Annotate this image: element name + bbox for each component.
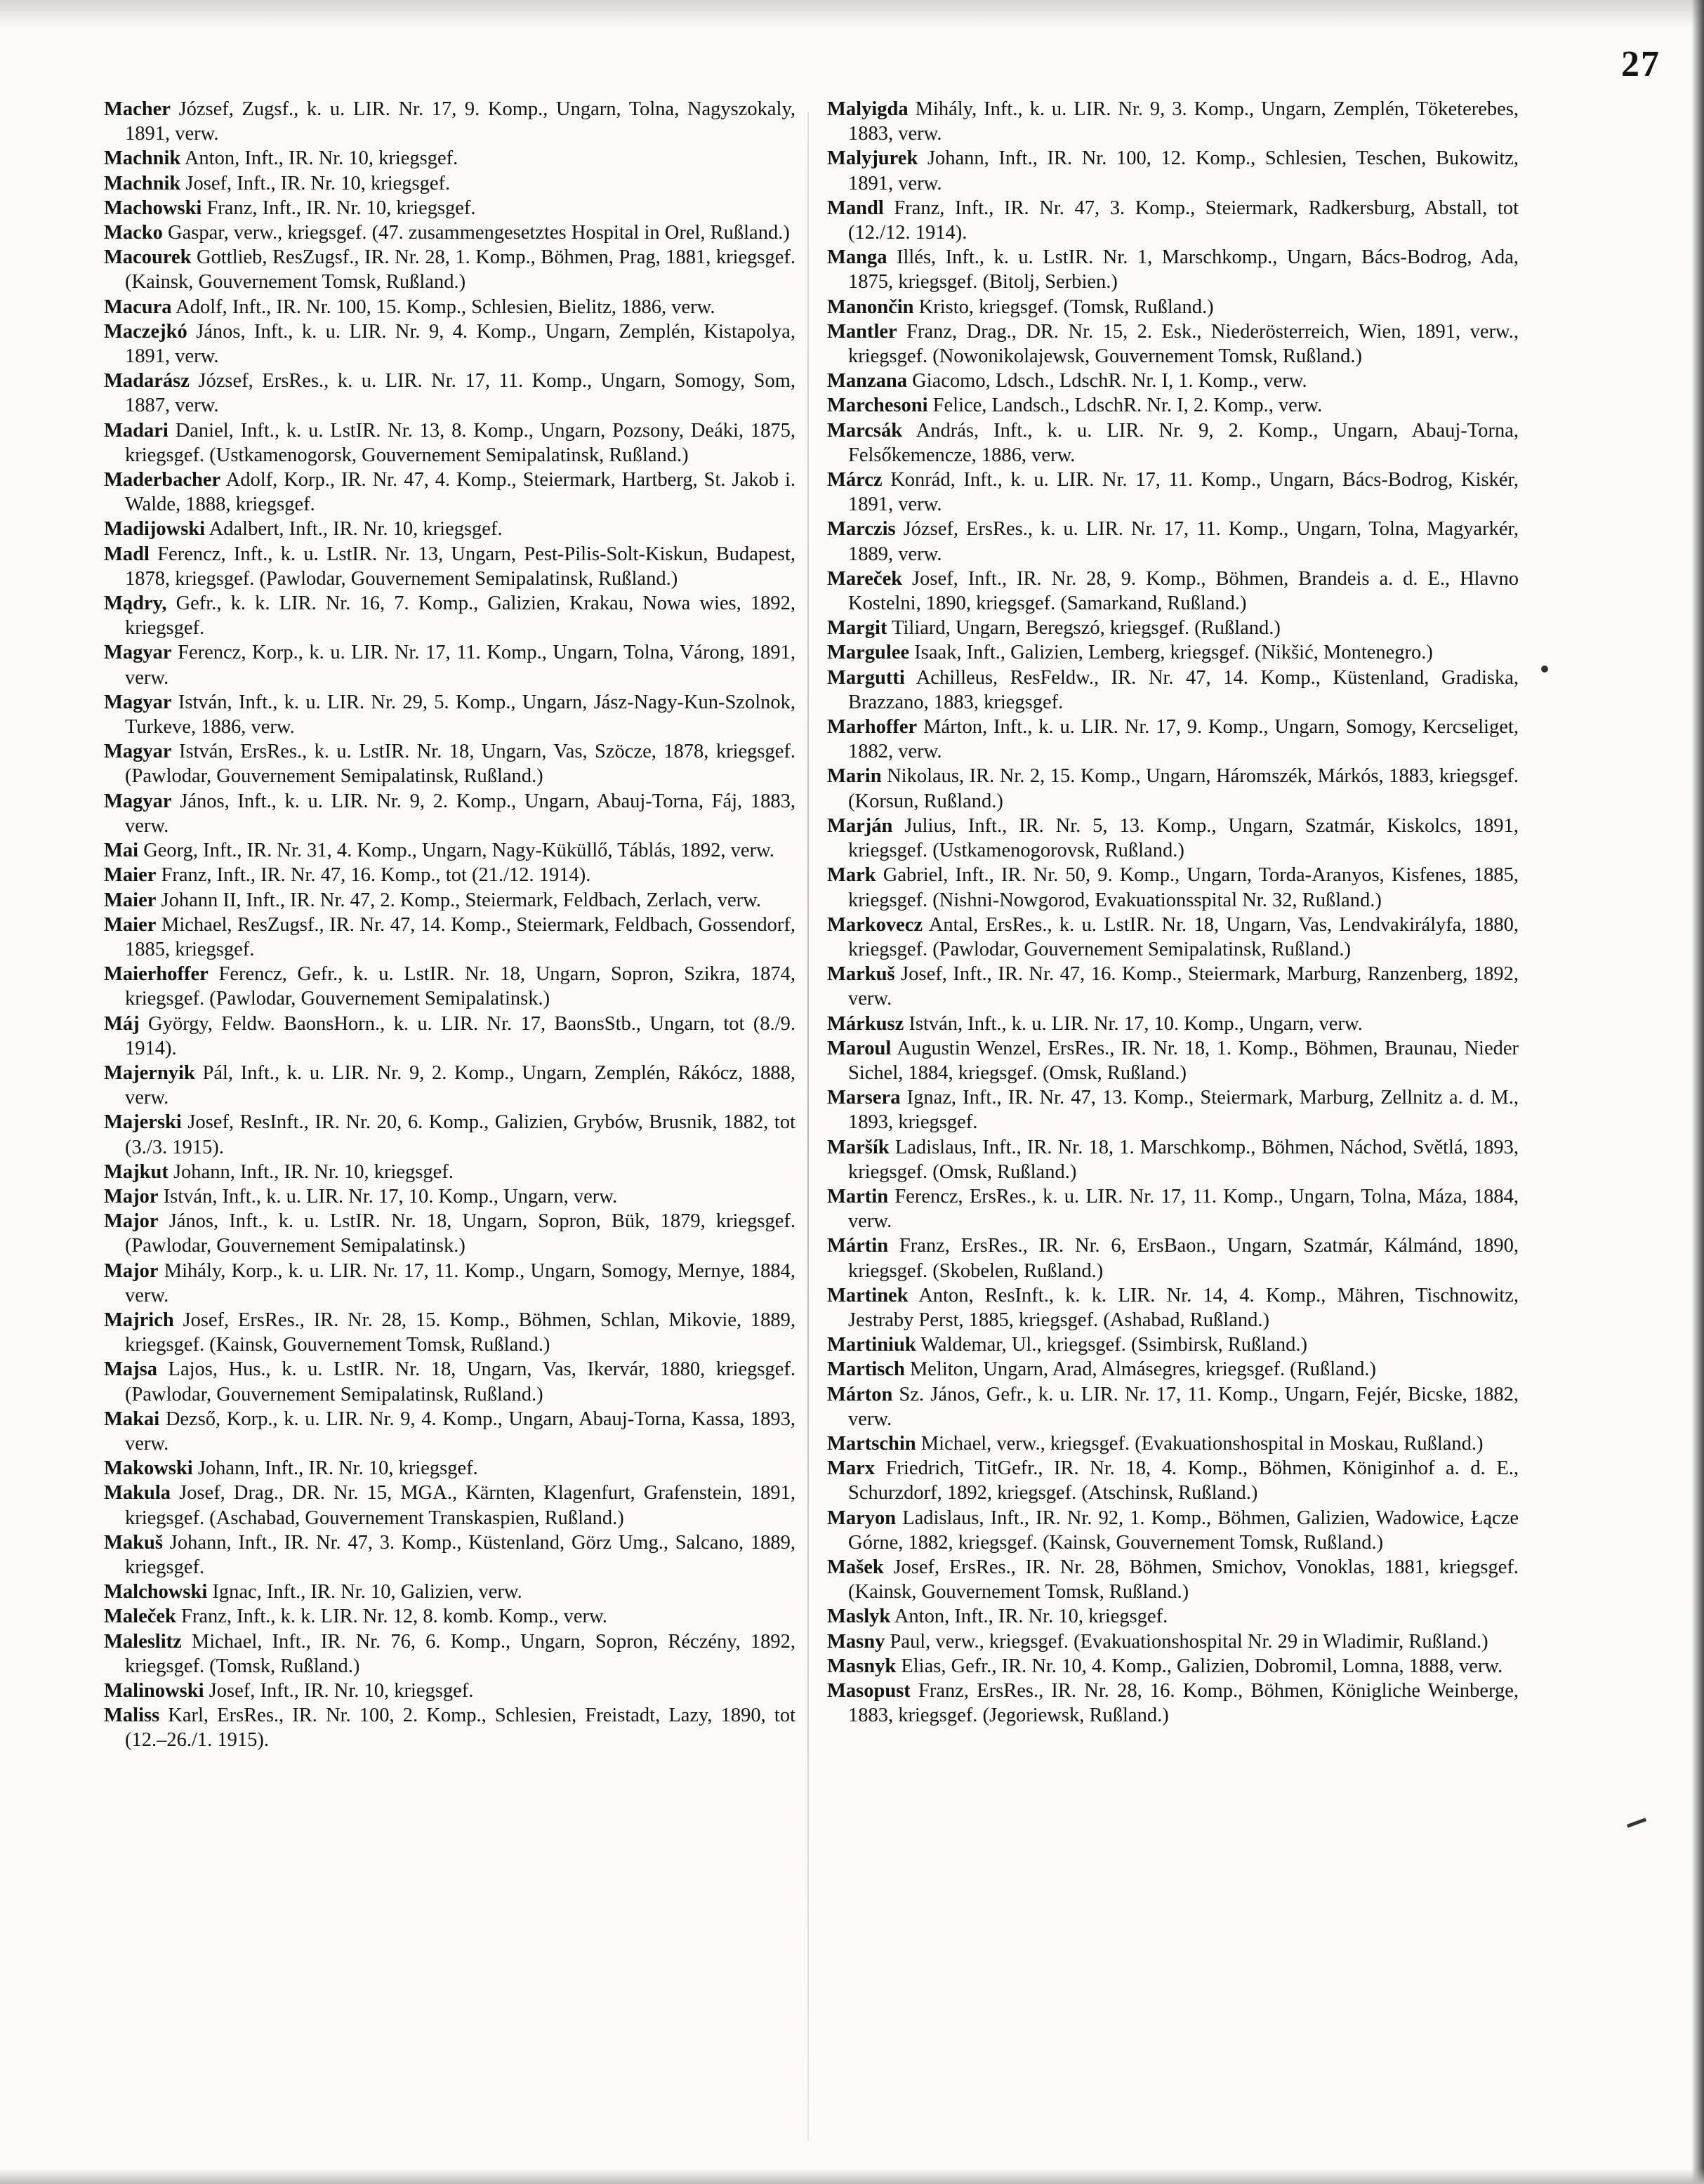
register-entry xyxy=(827,1184,1519,1233)
entry-surname: Martin xyxy=(827,1185,889,1207)
entry-surname: Mareček xyxy=(827,567,903,590)
register-entry xyxy=(104,1308,795,1357)
entry-surname: Martinek xyxy=(827,1284,909,1306)
entry-surname: Márkusz xyxy=(827,1012,904,1035)
register-entry xyxy=(104,888,795,913)
entry-details: Illés, Inft., k. u. LstIR. Nr. 1, Marschkomp., Ungarn, Bács-Bodrog, Ada, 1875, kriegsgef. (Bitolj, Serbien.) xyxy=(848,246,1519,293)
entry-details: Ignac, Inft., IR. Nr. 10, Galizien, verw. xyxy=(212,1581,522,1603)
entry-details: Josef, ErsRes., IR. Nr. 28, 15. Komp., Böhmen, Schlan, Mikovie, 1889, kriegsgef. (Kainsk, Gouvernement Tomsk, Rußland.) xyxy=(125,1309,795,1356)
entry-details: Daniel, Inft., k. u. LstIR. Nr. 13, 8. Komp., Ungarn, Pozsony, Deáki, 1875, kriegsgef. (Ustkamenogorsk, Gouvernement Semipalatinsk, Rußland.) xyxy=(125,419,795,466)
entry-surname: Martisch xyxy=(827,1358,905,1381)
entry-surname: Maier xyxy=(104,913,157,936)
entry-surname: Margutti xyxy=(827,666,905,689)
entry-surname: Magyar xyxy=(104,691,172,713)
entry-details: Franz, Drag., DR. Nr. 15, 2. Esk., Niederösterreich, Wien, 1891, verw., kriegsgef. (Nowonikolajewsk, Gouvernement Tomsk, Rußland.) xyxy=(848,320,1519,368)
ink-dot-mark xyxy=(1541,666,1548,673)
register-entry xyxy=(827,295,1519,319)
entry-details: Julius, Inft., IR. Nr. 5, 13. Komp., Ungarn, Szatmár, Kiskolcs, 1891, kriegsgef. (Ustkamenogorovsk, Rußland.) xyxy=(848,814,1519,862)
register-entry xyxy=(827,418,1519,468)
entry-surname: Majerski xyxy=(104,1111,182,1134)
register-entry xyxy=(827,1456,1519,1505)
entry-details: Anton, Inft., IR. Nr. 10, kriegsgef. xyxy=(184,147,458,170)
register-entry xyxy=(827,1085,1519,1134)
ink-dash-mark xyxy=(1627,1818,1646,1827)
register-entry xyxy=(104,640,795,689)
register-entry xyxy=(827,1506,1519,1555)
register-entry xyxy=(104,1703,795,1752)
register-entry xyxy=(104,1209,795,1258)
entry-details: Lajos, Hus., k. u. LstIR. Nr. 18, Ungarn, Vas, Ikervár, 1880, kriegsgef. (Pawlodar, Gouvernement Semipalatinsk, Rußland.) xyxy=(125,1358,796,1405)
entry-surname: Manga xyxy=(827,246,887,269)
entry-surname: Maryon xyxy=(827,1507,897,1529)
register-entry xyxy=(104,295,795,319)
entry-details: Kristo, kriegsgef. (Tomsk, Rußland.) xyxy=(918,296,1214,318)
entry-surname: Maslyk xyxy=(827,1606,891,1628)
register-entry xyxy=(827,517,1519,566)
entry-details: Josef, Inft., IR. Nr. 10, kriegsgef. xyxy=(209,1680,474,1702)
entry-surname: Maroul xyxy=(827,1037,892,1059)
entry-details: Karl, ErsRes., IR. Nr. 100, 2. Komp., Schlesien, Freistadt, Lazy, 1890, tot (12.–26./1. 1915). xyxy=(125,1705,795,1752)
entry-surname: Markuš xyxy=(827,963,895,986)
register-entry xyxy=(104,739,795,788)
register-entry xyxy=(827,1012,1519,1036)
entry-details: Franz, Inft., IR. Nr. 47, 3. Komp., Steiermark, Radkersburg, Abstall, tot (12./12. 1914). xyxy=(848,197,1519,244)
entry-details: Ferencz, ErsRes., k. u. LIR. Nr. 17, 11. Komp., Ungarn, Tolna, Máza, 1884, verw. xyxy=(848,1185,1519,1233)
register-entry xyxy=(827,1679,1519,1728)
entry-details: Waldemar, Ul., kriegsgef. (Ssimbirsk, Rußland.) xyxy=(920,1334,1307,1356)
entry-surname: Makula xyxy=(104,1482,171,1504)
entry-surname: Martschin xyxy=(827,1432,916,1455)
register-entry xyxy=(827,962,1519,1011)
entry-details: József, ErsRes., k. u. LIR. Nr. 17, 11. Komp., Ungarn, Tolna, Magyarkér, 1889, verw. xyxy=(848,518,1519,565)
entry-surname: Machnik xyxy=(104,172,181,194)
entry-surname: Madl xyxy=(104,543,150,565)
register-entry xyxy=(104,591,795,640)
entry-details: Michael, Inft., IR. Nr. 76, 6. Komp., Ungarn, Sopron, Réczény, 1892, kriegsgef. (Tomsk, Rußland.) xyxy=(125,1630,795,1677)
entry-details: Isaak, Inft., Galizien, Lemberg, kriegsgef. (Nikšić, Montenegro.) xyxy=(914,642,1433,664)
entry-surname: Manzana xyxy=(827,370,907,392)
entry-details: István, Inft., k. u. LIR. Nr. 29, 5. Komp., Ungarn, Jász-Nagy-Kun-Szolnok, Turkeve, 1886, verw. xyxy=(125,691,795,739)
register-entry xyxy=(827,146,1519,195)
register-entry xyxy=(104,196,795,220)
entry-surname: Machnik xyxy=(104,147,181,170)
entry-surname: Marsera xyxy=(827,1087,901,1109)
register-entry xyxy=(104,1407,795,1456)
entry-details: Friedrich, TitGefr., IR. Nr. 18, 4. Komp., Böhmen, Königinhof a. d. E., Schurzdorf, 1892, kriegsgef. (Atschinsk, Rußland.) xyxy=(848,1457,1519,1504)
entry-surname: Major xyxy=(104,1210,159,1233)
register-entry xyxy=(104,517,795,541)
register-entry xyxy=(104,418,795,468)
entry-surname: Mądry, xyxy=(104,593,167,615)
entry-details: Franz, Inft., IR. Nr. 10, kriegsgef. xyxy=(206,197,476,219)
entry-surname: Maier xyxy=(104,864,157,887)
register-entry xyxy=(104,1184,795,1209)
entry-surname: Maleček xyxy=(104,1606,176,1628)
entry-details: Adolf, Korp., IR. Nr. 47, 4. Komp., Steiermark, Hartberg, St. Jakob i. Walde, 1888, kriegsgef. xyxy=(125,469,795,516)
entry-surname: Major xyxy=(104,1259,159,1282)
entry-surname: Mantler xyxy=(827,320,897,343)
entry-details: Adalbert, Inft., IR. Nr. 10, kriegsgef. xyxy=(209,518,503,541)
entry-surname: Major xyxy=(104,1185,159,1207)
register-entry xyxy=(104,542,795,591)
entry-details: János, Inft., k. u. LIR. Nr. 9, 2. Komp., Ungarn, Abauj-Torna, Fáj, 1883, verw. xyxy=(125,790,795,837)
register-entry xyxy=(104,1481,795,1530)
page-right-edge xyxy=(1691,0,1704,2184)
entry-details: Meliton, Ungarn, Arad, Almásegres, kriegsgef. (Rußland.) xyxy=(909,1358,1376,1381)
entry-details: Michael, verw., kriegsgef. (Evakuationshospital in Moskau, Rußland.) xyxy=(920,1432,1484,1455)
entry-details: Ladislaus, Inft., IR. Nr. 18, 1. Marschkomp., Böhmen, Náchod, Světlá, 1893, kriegsgef. (Omsk, Rußland.) xyxy=(848,1136,1519,1183)
entry-details: Ferencz, Korp., k. u. LIR. Nr. 17, 11. Komp., Ungarn, Tolna, Várong, 1891, verw. xyxy=(125,642,796,689)
entry-details: Márton, Inft., k. u. LIR. Nr. 17, 9. Komp., Ungarn, Somogy, Kercseliget, 1882, verw. xyxy=(848,716,1519,763)
register-entry xyxy=(104,1530,795,1580)
register-entry xyxy=(827,1555,1519,1604)
register-entry xyxy=(827,1283,1519,1332)
entry-surname: Malyigda xyxy=(827,98,909,120)
entry-details: Antal, ErsRes., k. u. LstIR. Nr. 18, Ungarn, Vas, Lendvakirályfa, 1880, kriegsgef. (Pawlodar, Gouvernement Semipalatinsk, Rußland.) xyxy=(848,913,1519,960)
entry-details: Franz, Inft., IR. Nr. 47, 16. Komp., tot (21./12. 1914). xyxy=(161,864,591,887)
entry-details: János, Inft., k. u. LIR. Nr. 9, 4. Komp., Ungarn, Zemplén, Kistapolya, 1891, verw. xyxy=(125,320,796,368)
entry-surname: Maleslitz xyxy=(104,1630,182,1653)
entry-details: Achilleus, ResFeldw., IR. Nr. 47, 14. Komp., Küstenland, Gradiska, Brazzano, 1883, kriegsgef. xyxy=(848,666,1519,713)
register-entry xyxy=(827,814,1519,863)
register-entry xyxy=(104,863,795,887)
entry-details: Elias, Gefr., IR. Nr. 10, 4. Komp., Galizien, Dobromil, Lomna, 1888, verw. xyxy=(901,1655,1503,1677)
entry-surname: Majrich xyxy=(104,1309,174,1331)
entry-details: Gabriel, Inft., IR. Nr. 50, 9. Komp., Ungarn, Torda-Aranyos, Kisfenes, 1885, kriegsgef. (Nishni-Nowgorod, Evakuationsspital Nr. 32, Rußland.) xyxy=(848,864,1519,911)
left-column xyxy=(104,97,795,1753)
register-entry xyxy=(827,913,1519,962)
register-entry xyxy=(104,789,795,838)
entry-details: Josef, Inft., IR. Nr. 28, 9. Komp., Böhmen, Brandeis a. d. E., Hlavno Kostelni, 1890, kriegsgef. (Samarkand, Rußland.) xyxy=(848,567,1519,615)
entry-details: Johann, Inft., IR. Nr. 100, 12. Komp., Schlesien, Teschen, Bukowitz, 1891, verw. xyxy=(848,147,1519,194)
entry-surname: Marcsák xyxy=(827,419,903,442)
entry-details: András, Inft., k. u. LIR. Nr. 9, 2. Komp., Ungarn, Abauj-Torna, Felsőkemencze, 1886, verw. xyxy=(848,419,1519,466)
register-entry xyxy=(104,962,795,1011)
entry-surname: Macura xyxy=(104,296,172,318)
entry-surname: Maliss xyxy=(104,1705,160,1727)
entry-details: Johann, Inft., IR. Nr. 10, kriegsgef. xyxy=(197,1457,478,1480)
register-entry xyxy=(827,468,1519,517)
entry-surname: Marchesoni xyxy=(827,395,928,417)
entry-surname: Malyjurek xyxy=(827,147,918,170)
register-entry xyxy=(104,1110,795,1159)
register-entry xyxy=(104,1629,795,1679)
entry-surname: Máj xyxy=(104,1012,140,1035)
entry-details: Gottlieb, ResZugsf., IR. Nr. 28, 1. Komp., Böhmen, Prag, 1881, kriegsgef. (Kainsk, Gouvernement Tomsk, Rußland.) xyxy=(125,246,795,293)
register-entry xyxy=(827,1357,1519,1382)
page-top-shadow xyxy=(0,0,1704,28)
entry-surname: Machowski xyxy=(104,197,202,219)
entry-surname: Macher xyxy=(104,98,171,120)
entry-surname: Mai xyxy=(104,840,139,862)
register-entry xyxy=(104,220,795,245)
entry-surname: Madari xyxy=(104,419,169,442)
entry-details: Josef, Inft., IR. Nr. 10, kriegsgef. xyxy=(185,172,451,194)
entry-surname: Maderbacher xyxy=(104,469,221,491)
register-entry xyxy=(827,567,1519,616)
register-entry xyxy=(104,913,795,962)
register-entry xyxy=(827,369,1519,393)
entry-details: Paul, verw., kriegsgef. (Evakuationshospital Nr. 29 in Wladimir, Rußland.) xyxy=(890,1630,1488,1653)
entry-details: Felice, Landsch., LdschR. Nr. I, 2. Komp., verw. xyxy=(932,395,1323,417)
register-entry xyxy=(104,1012,795,1061)
register-entry xyxy=(827,764,1519,813)
entry-surname: Macourek xyxy=(104,246,192,269)
entry-surname: Magyar xyxy=(104,790,172,812)
entry-details: Mihály, Korp., k. u. LIR. Nr. 17, 11. Komp., Ungarn, Somogy, Mernye, 1884, verw. xyxy=(125,1259,796,1306)
entry-details: Ferencz, Gefr., k. u. LstIR. Nr. 18, Ungarn, Sopron, Szikra, 1874, kriegsgef. (Pawlodar, Gouvernement Semipalatinsk.) xyxy=(125,963,795,1010)
entry-details: Anton, ResInft., k. k. LIR. Nr. 14, 4. Komp., Mähren, Tischnowitz, Jestraby Perst, 1885, kriegsgef. (Ashabad, Rußland.) xyxy=(848,1284,1519,1331)
entry-details: István, Inft., k. u. LIR. Nr. 17, 10. Komp., Ungarn, verw. xyxy=(163,1185,618,1207)
entry-surname: Maier xyxy=(104,889,157,911)
entry-details: Johann, Inft., IR. Nr. 10, kriegsgef. xyxy=(173,1160,454,1183)
entry-details: Giacomo, Ldsch., LdschR. Nr. I, 1. Komp., verw. xyxy=(912,370,1307,392)
entry-surname: Maczejkó xyxy=(104,320,187,343)
entry-surname: Marhoffer xyxy=(827,716,918,739)
entry-details: Johann, Inft., IR. Nr. 47, 3. Komp., Küstenland, Görz Umg., Salcano, 1889, kriegsgef. xyxy=(125,1531,796,1578)
register-entry xyxy=(104,1456,795,1481)
entry-surname: Márcz xyxy=(827,469,883,491)
register-entry xyxy=(104,1679,795,1703)
entry-details: Johann II, Inft., IR. Nr. 47, 2. Komp., Steiermark, Feldbach, Zerlach, verw. xyxy=(161,889,762,911)
page-number: 27 xyxy=(1621,44,1660,84)
register-entry xyxy=(827,1604,1519,1629)
register-entry xyxy=(104,1259,795,1308)
entry-surname: Magyar xyxy=(104,741,172,763)
entry-details: Michael, ResZugsf., IR. Nr. 47, 14. Komp., Steiermark, Feldbach, Gossendorf, 1885, kriegsgef. xyxy=(125,913,796,960)
entry-details: Gefr., k. k. LIR. Nr. 16, 7. Komp., Galizien, Krakau, Nowa wies, 1892, kriegsgef. xyxy=(125,593,796,640)
page-bottom-edge xyxy=(0,2169,1704,2184)
entry-details: István, ErsRes., k. u. LstIR. Nr. 18, Ungarn, Vas, Szöcze, 1878, kriegsgef. (Pawlodar, Gouvernement Semipalatinsk, Rußland.) xyxy=(125,741,796,788)
entry-details: Tiliard, Ungarn, Beregszó, kriegsgef. (Rußland.) xyxy=(892,617,1281,640)
register-entry xyxy=(827,1036,1519,1085)
register-entry xyxy=(104,97,795,146)
entry-details: Ignaz, Inft., IR. Nr. 47, 13. Komp., Steiermark, Marburg, Zellnitz a. d. M., 1893, kriegsgef. xyxy=(848,1087,1519,1134)
entry-details: Josef, ResInft., IR. Nr. 20, 6. Komp., Galizien, Grybów, Brusnik, 1882, tot (3./3. 1915). xyxy=(125,1111,795,1158)
entry-surname: Margit xyxy=(827,617,887,640)
register-entry xyxy=(827,666,1519,715)
register-entry xyxy=(104,468,795,517)
entry-surname: Mašek xyxy=(827,1556,884,1578)
entry-surname: Mandl xyxy=(827,197,884,219)
column-divider xyxy=(807,112,809,2141)
entry-surname: Marján xyxy=(827,814,893,837)
entry-details: Nikolaus, IR. Nr. 2, 15. Komp., Ungarn, Háromszék, Márkós, 1883, kriegsgef. (Korsun, Rußland.) xyxy=(848,765,1519,812)
entry-surname: Malchowski xyxy=(104,1581,208,1603)
register-entry xyxy=(104,319,795,369)
entry-details: Mihály, Inft., k. u. LIR. Nr. 9, 3. Komp., Ungarn, Zemplén, Töketerebes, 1883, verw. xyxy=(848,98,1519,145)
entry-surname: Marx xyxy=(827,1457,876,1480)
entry-details: Sz. János, Gefr., k. u. LIR. Nr. 17, 11. Komp., Ungarn, Fejér, Bicske, 1882, verw. xyxy=(848,1383,1519,1430)
entry-details: Franz, Inft., k. k. LIR. Nr. 12, 8. komb. Komp., verw. xyxy=(181,1606,607,1628)
register-entry xyxy=(827,616,1519,640)
entry-details: Georg, Inft., IR. Nr. 31, 4. Komp., Ungarn, Nagy-Küküllő, Táblás, 1892, verw. xyxy=(143,840,774,862)
entry-surname: Madarász xyxy=(104,370,190,392)
entry-surname: Masny xyxy=(827,1630,885,1653)
register-entry xyxy=(827,319,1519,369)
register-entry xyxy=(104,1580,795,1604)
entry-surname: Markovecz xyxy=(827,913,923,936)
register-entry xyxy=(104,1357,795,1406)
entry-surname: Margulee xyxy=(827,642,910,664)
entry-surname: Marczis xyxy=(827,518,896,541)
register-entry xyxy=(104,1160,795,1184)
register-entry xyxy=(827,640,1519,665)
entry-surname: Maršík xyxy=(827,1136,890,1158)
entry-surname: Malinowski xyxy=(104,1680,204,1702)
register-entry xyxy=(827,245,1519,294)
entry-surname: Martiniuk xyxy=(827,1334,916,1356)
entry-surname: Majernyik xyxy=(104,1061,195,1084)
entry-details: Josef, Inft., IR. Nr. 47, 16. Komp., Steiermark, Marburg, Ranzenberg, 1892, verw. xyxy=(848,963,1519,1010)
register-entry xyxy=(104,838,795,863)
entry-details: Augustin Wenzel, ErsRes., IR. Nr. 18, 1. Komp., Böhmen, Braunau, Nieder Sichel, 1884, kriegsgef. (Omsk, Rußland.) xyxy=(848,1037,1519,1084)
entry-details: Josef, Drag., DR. Nr. 15, MGA., Kärnten, Klagenfurt, Grafenstein, 1891, kriegsgef. (Aschabad, Gouvernement Transkaspien, Rußland.) xyxy=(125,1482,796,1529)
register-entry xyxy=(827,393,1519,418)
register-entry xyxy=(827,863,1519,912)
entry-surname: Manončin xyxy=(827,296,914,318)
entry-surname: Majsa xyxy=(104,1358,157,1381)
entry-surname: Makuš xyxy=(104,1531,163,1554)
entry-surname: Madijowski xyxy=(104,518,206,541)
entry-surname: Makai xyxy=(104,1408,160,1430)
right-column xyxy=(827,97,1519,1728)
register-entry xyxy=(827,1629,1519,1654)
entry-details: Pál, Inft., k. u. LIR. Nr. 9, 2. Komp., Ungarn, Zemplén, Rákócz, 1888, verw. xyxy=(125,1061,796,1109)
entry-details: József, ErsRes., k. u. LIR. Nr. 17, 11. Komp., Ungarn, Somogy, Som, 1887, verw. xyxy=(125,370,795,417)
entry-surname: Magyar xyxy=(104,642,172,664)
register-entry xyxy=(827,97,1519,146)
register-entry xyxy=(827,196,1519,245)
entry-surname: Masopust xyxy=(827,1680,911,1702)
entry-details: György, Feldw. BaonsHorn., k. u. LIR. Nr. 17, BaonsStb., Ungarn, tot (8./9. 1914). xyxy=(125,1012,796,1059)
entry-details: Franz, ErsRes., IR. Nr. 28, 16. Komp., Böhmen, Königliche Weinberge, 1883, kriegsgef. (Jegoriewsk, Rußland.) xyxy=(848,1680,1519,1727)
entry-surname: Mártin xyxy=(827,1235,889,1257)
register-entry xyxy=(827,1431,1519,1456)
entry-details: János, Inft., k. u. LstIR. Nr. 18, Ungarn, Sopron, Bük, 1879, kriegsgef. (Pawlodar, Gouvernement Semipalatinsk.) xyxy=(125,1210,796,1257)
entry-details: József, Zugsf., k. u. LIR. Nr. 17, 9. Komp., Ungarn, Tolna, Nagyszokaly, 1891, verw. xyxy=(125,98,795,145)
register-entry xyxy=(104,369,795,418)
register-entry xyxy=(827,1654,1519,1679)
register-entry xyxy=(104,245,795,294)
register-entry xyxy=(104,1604,795,1629)
register-entry xyxy=(827,1135,1519,1184)
entry-surname: Marin xyxy=(827,765,882,788)
entry-surname: Mark xyxy=(827,864,876,887)
entry-details: Konrád, Inft., k. u. LIR. Nr. 17, 11. Komp., Ungarn, Bács-Bodrog, Kiskér, 1891, verw. xyxy=(848,469,1519,516)
entry-details: Anton, Inft., IR. Nr. 10, kriegsgef. xyxy=(894,1606,1168,1628)
entry-surname: Márton xyxy=(827,1383,893,1405)
entry-surname: Makowski xyxy=(104,1457,193,1480)
register-entry xyxy=(827,1332,1519,1357)
register-entry xyxy=(104,690,795,739)
entry-details: Josef, ErsRes., IR. Nr. 28, Böhmen, Smichov, Vonoklas, 1881, kriegsgef. (Kainsk, Gouvernement Tomsk, Rußland.) xyxy=(848,1556,1519,1603)
entry-details: Franz, ErsRes., IR. Nr. 6, ErsBaon., Ungarn, Szatmár, Kálmánd, 1890, kriegsgef. (Skobelen, Rußland.) xyxy=(848,1235,1519,1282)
register-entry xyxy=(104,171,795,196)
entry-details: Adolf, Inft., IR. Nr. 100, 15. Komp., Schlesien, Bielitz, 1886, verw. xyxy=(176,296,715,318)
register-entry xyxy=(827,1382,1519,1431)
entry-details: Dezső, Korp., k. u. LIR. Nr. 9, 4. Komp., Ungarn, Abauj-Torna, Kassa, 1893, verw. xyxy=(125,1408,795,1455)
entry-details: Gaspar, verw., kriegsgef. (47. zusammengesetztes Hospital in Orel, Rußland.) xyxy=(168,222,790,244)
register-entry xyxy=(104,1061,795,1110)
entry-surname: Maierhoffer xyxy=(104,963,209,986)
entry-surname: Macko xyxy=(104,222,163,244)
entry-details: Ferencz, Inft., k. u. LstIR. Nr. 13, Ungarn, Pest-Pilis-Solt-Kiskun, Budapest, 1878, kriegsgef. (Pawlodar, Gouvernement Semipalatinsk, Rußland.) xyxy=(125,543,795,590)
register-entry xyxy=(104,146,795,171)
entry-details: István, Inft., k. u. LIR. Nr. 17, 10. Komp., Ungarn, verw. xyxy=(909,1012,1363,1035)
register-entry xyxy=(827,715,1519,764)
entry-details: Ladislaus, Inft., IR. Nr. 92, 1. Komp., Böhmen, Galizien, Wadowice, Łącze Górne, 1882, kriegsgef. (Kainsk, Gouvernement Tomsk, Rußland.) xyxy=(848,1507,1519,1554)
entry-surname: Masnyk xyxy=(827,1655,897,1677)
register-entry xyxy=(827,1233,1519,1283)
entry-surname: Majkut xyxy=(104,1160,169,1183)
